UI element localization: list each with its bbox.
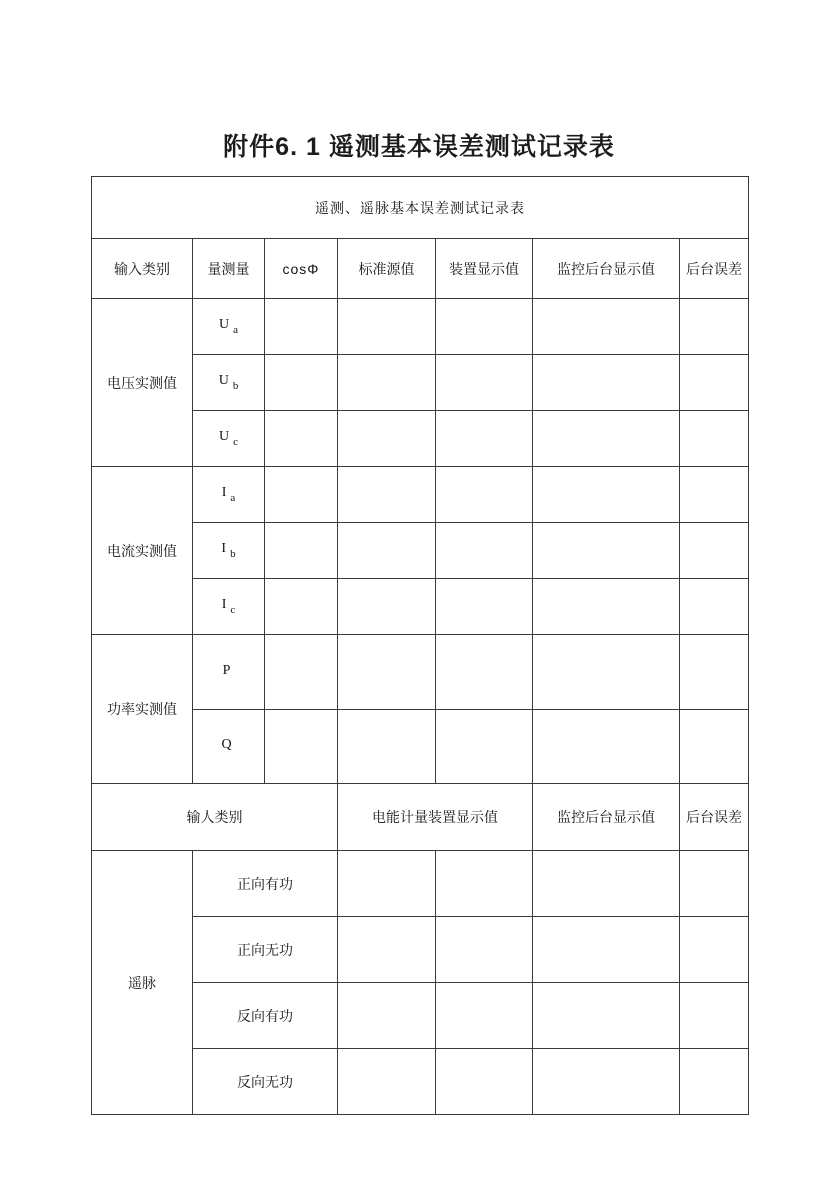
header2-input-category: 输人类别 xyxy=(92,784,338,851)
row-ua xyxy=(92,299,749,355)
empty-cell xyxy=(436,467,533,523)
header2-energy-meter-display-value: 电能计量装置显示值 xyxy=(338,784,533,851)
empty-cell xyxy=(338,635,436,710)
empty-cell xyxy=(265,635,338,710)
quantity-p: P xyxy=(193,635,265,710)
header2-backend-error: 后台误差 xyxy=(680,784,749,851)
header-measured-quantity: 量测量 xyxy=(193,239,265,299)
header-row-1 xyxy=(92,239,749,299)
empty-cell xyxy=(533,355,680,411)
empty-cell xyxy=(436,1049,533,1115)
empty-cell xyxy=(533,635,680,710)
empty-cell xyxy=(680,579,749,635)
quantity-uc: U $_c$ xyxy=(193,411,265,467)
header2-monitor-backend-display-value: 监控后台显示值 xyxy=(533,784,680,851)
empty-cell xyxy=(680,917,749,983)
pulse-label-reverse-active: 反向有功 xyxy=(193,983,338,1049)
empty-cell xyxy=(338,523,436,579)
header-cos-phi: cosΦ xyxy=(265,239,338,299)
empty-cell xyxy=(265,411,338,467)
empty-cell xyxy=(680,299,749,355)
empty-cell xyxy=(533,917,680,983)
empty-cell xyxy=(265,299,338,355)
empty-cell xyxy=(265,710,338,784)
table-caption: 遥测、遥脉基本误差测试记录表 xyxy=(92,177,749,239)
category-voltage: 电压实测值 xyxy=(92,299,193,467)
record-table xyxy=(91,176,749,1115)
empty-cell xyxy=(533,411,680,467)
empty-cell xyxy=(680,411,749,467)
empty-cell xyxy=(533,467,680,523)
empty-cell xyxy=(533,579,680,635)
quantity-ua: U $_a$ xyxy=(193,299,265,355)
empty-cell xyxy=(680,635,749,710)
empty-cell xyxy=(338,411,436,467)
empty-cell xyxy=(436,411,533,467)
quantity-ib: I $_b$ xyxy=(193,523,265,579)
pulse-label-forward-reactive: 正向无功 xyxy=(193,917,338,983)
empty-cell xyxy=(533,983,680,1049)
empty-cell xyxy=(338,710,436,784)
empty-cell xyxy=(436,710,533,784)
empty-cell xyxy=(436,635,533,710)
empty-cell xyxy=(338,917,436,983)
empty-cell xyxy=(436,983,533,1049)
empty-cell xyxy=(265,355,338,411)
empty-cell xyxy=(338,851,436,917)
caption-row xyxy=(92,177,749,239)
category-remote-pulse: 遥脉 xyxy=(92,851,193,1115)
empty-cell xyxy=(680,355,749,411)
header-row-2 xyxy=(92,784,749,851)
empty-cell xyxy=(680,523,749,579)
row-forward-active xyxy=(92,851,749,917)
row-p xyxy=(92,635,749,710)
empty-cell xyxy=(436,579,533,635)
empty-cell xyxy=(436,851,533,917)
empty-cell xyxy=(436,299,533,355)
empty-cell xyxy=(338,355,436,411)
empty-cell xyxy=(338,579,436,635)
empty-cell xyxy=(680,710,749,784)
quantity-ia: I $_a$ xyxy=(193,467,265,523)
empty-cell xyxy=(680,851,749,917)
empty-cell xyxy=(436,917,533,983)
quantity-ub: U $_b$ xyxy=(193,355,265,411)
category-current: 电流实测值 xyxy=(92,467,193,635)
empty-cell xyxy=(680,1049,749,1115)
document-title: 附件6. 1 遥测基本误差测试记录表 xyxy=(223,133,615,161)
empty-cell xyxy=(533,710,680,784)
empty-cell xyxy=(265,579,338,635)
empty-cell xyxy=(338,1049,436,1115)
empty-cell xyxy=(533,1049,680,1115)
header-standard-source-value: 标准源值 xyxy=(338,239,436,299)
row-ia xyxy=(92,467,749,523)
empty-cell xyxy=(680,467,749,523)
header-backend-error: 后台误差 xyxy=(680,239,749,299)
quantity-ic: I $_c$ xyxy=(193,579,265,635)
empty-cell xyxy=(533,851,680,917)
empty-cell xyxy=(436,355,533,411)
empty-cell xyxy=(436,523,533,579)
header-input-category: 输入类别 xyxy=(92,239,193,299)
empty-cell xyxy=(338,983,436,1049)
pulse-label-reverse-reactive: 反向无功 xyxy=(193,1049,338,1115)
empty-cell xyxy=(338,299,436,355)
pulse-label-forward-active: 正向有功 xyxy=(193,851,338,917)
empty-cell xyxy=(338,467,436,523)
empty-cell xyxy=(533,523,680,579)
quantity-q: Q xyxy=(193,710,265,784)
category-power: 功率实测值 xyxy=(92,635,193,784)
empty-cell xyxy=(265,467,338,523)
empty-cell xyxy=(265,523,338,579)
empty-cell xyxy=(533,299,680,355)
header-monitor-backend-display-value: 监控后台显示值 xyxy=(533,239,680,299)
header-device-display-value: 装置显示值 xyxy=(436,239,533,299)
empty-cell xyxy=(680,983,749,1049)
